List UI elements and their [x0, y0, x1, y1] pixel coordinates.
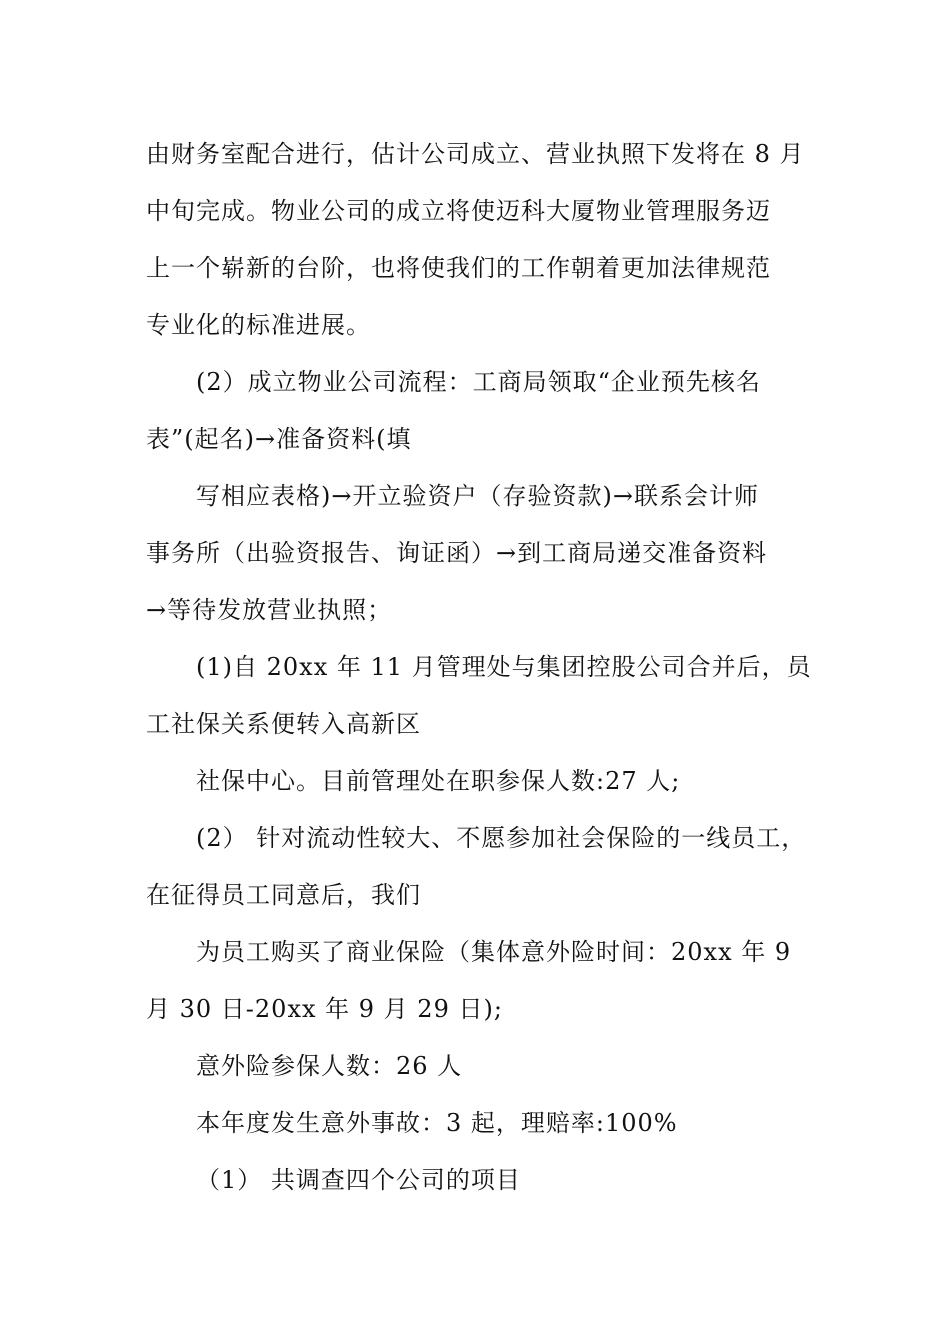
text-line: 专业化的标准进展。	[146, 311, 371, 339]
text-line: 本年度发生意外事故：3 起，理赔率:100%	[196, 1109, 678, 1137]
text-line: 为员工购买了商业保险（集体意外险时间：20xx 年 9	[196, 938, 792, 966]
text-line: 月 30 日-20xx 年 9 月 29 日);	[146, 995, 503, 1023]
text-line: 由财务室配合进行，估计公司成立、营业执照下发将在 8 月	[146, 140, 805, 168]
text-line: 事务所（出验资报告、询证函）→到工商局递交准备资料	[146, 539, 768, 567]
text-line: 在征得员工同意后，我们	[146, 881, 421, 909]
text-line: 表”(起名)→准备资料(填	[146, 425, 412, 453]
text-line: 中旬完成。物业公司的成立将使迈科大厦物业管理服务迈	[146, 197, 771, 225]
text-line: 意外险参保人数：26 人	[196, 1052, 463, 1080]
text-line: 社保中心。目前管理处在职参保人数:27 人;	[196, 767, 681, 795]
text-line: (2）成立物业公司流程：工商局领取“企业预先核名	[196, 368, 761, 396]
text-line: 工社保关系便转入高新区	[146, 710, 421, 738]
text-line: （1） 共调查四个公司的项目	[196, 1166, 521, 1194]
text-line: 写相应表格)→开立验资户（存验资款)→联系会计师	[196, 482, 759, 510]
text-line: →等待发放营业执照；	[146, 596, 393, 624]
text-line: (2） 针对流动性较大、不愿参加社会保险的一线员工，	[196, 824, 807, 852]
text-line: (1)自 20xx 年 11 月管理处与集团控股公司合并后，员	[196, 653, 812, 681]
text-line: 上一个崭新的台阶，也将使我们的工作朝着更加法律规范	[146, 254, 771, 282]
